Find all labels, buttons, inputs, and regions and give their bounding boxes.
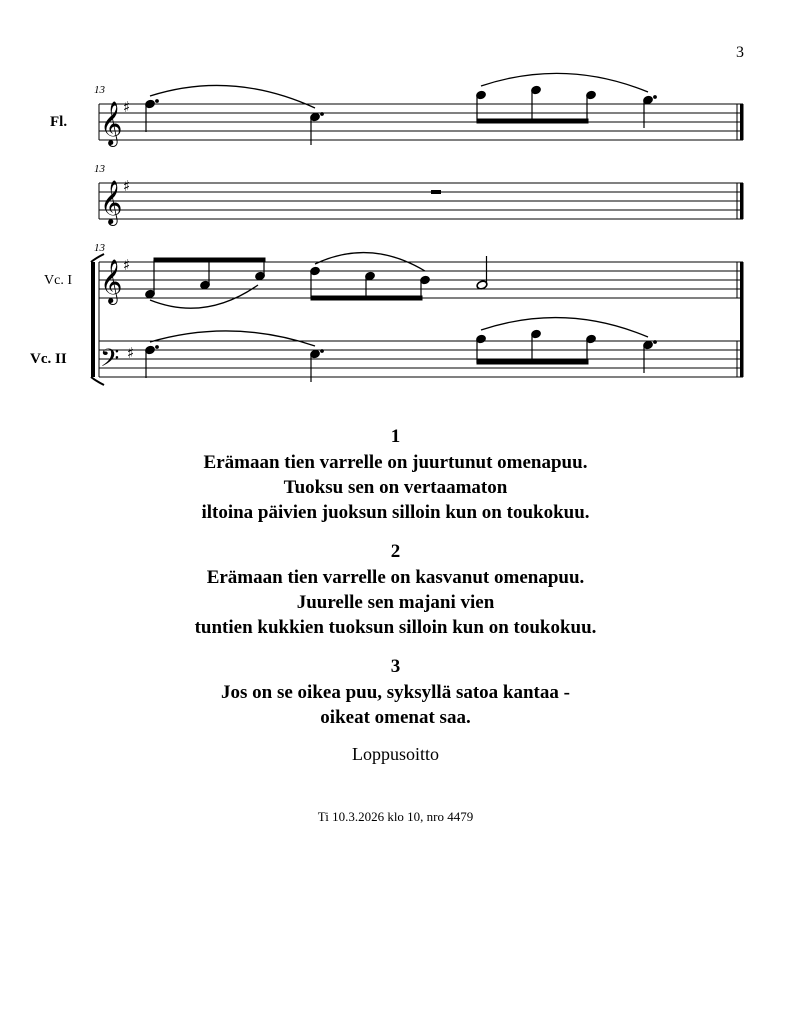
outro-label: Loppusoitto: [351, 744, 439, 764]
lyrics-section: [0, 424, 791, 825]
measure-number: 13: [94, 163, 105, 175]
staff-label-vc2: Vc. II: [30, 351, 67, 367]
verse-line: tuntien kukkien tuoksun silloin kun on toukokuu.: [194, 617, 597, 638]
verse-1: [0, 424, 791, 525]
staff-label-vc1: Vc. I: [44, 273, 72, 288]
verse-line: iltoina päivien juoksun silloin kun on toukokuu.: [201, 502, 590, 523]
verse-line: Jos on se oikea puu, syksyllä satoa kantaa -: [221, 682, 570, 703]
verse-line: Juurelle sen majani vien: [296, 592, 495, 613]
verse-number: 3: [390, 656, 401, 677]
measure-number: 13: [94, 84, 105, 96]
treble-clef-icon: 𝄞: [100, 101, 123, 145]
cello-one-staff: [44, 242, 743, 377]
bass-clef-icon: 𝄢: [100, 344, 120, 379]
sharp-icon: ♯: [123, 256, 131, 274]
verse-line: Erämaan tien varrelle on kasvanut omenapuu.: [206, 567, 585, 588]
verse-number: 2: [390, 541, 401, 562]
flute-staff: [50, 73, 744, 147]
treble-clef-icon: 𝄞: [100, 259, 123, 303]
verse-2: [0, 539, 791, 640]
footer-date: Ti 10.3.2026 klo 10, nro 4479: [317, 809, 474, 824]
sharp-icon: ♯: [123, 98, 131, 116]
verse-line: oikeat omenat saa.: [320, 707, 471, 728]
staff-label-flute: Fl.: [50, 114, 68, 130]
sharp-icon: ♯: [123, 177, 131, 195]
sharp-icon: ♯: [127, 344, 135, 362]
music-score: [0, 0, 791, 400]
verse-3: [0, 654, 791, 730]
page-number: 3: [736, 44, 744, 61]
cello-two-staff: [30, 254, 744, 385]
treble-clef-icon: 𝄞: [100, 180, 123, 224]
second-staff: [94, 163, 744, 226]
verse-line: Tuoksu sen on vertaamaton: [283, 477, 508, 498]
verse-number: 1: [390, 426, 401, 447]
measure-number: 13: [94, 242, 105, 254]
verse-line: Erämaan tien varrelle on juurtunut omenapuu.: [203, 452, 588, 473]
whole-rest-icon: [431, 190, 441, 194]
